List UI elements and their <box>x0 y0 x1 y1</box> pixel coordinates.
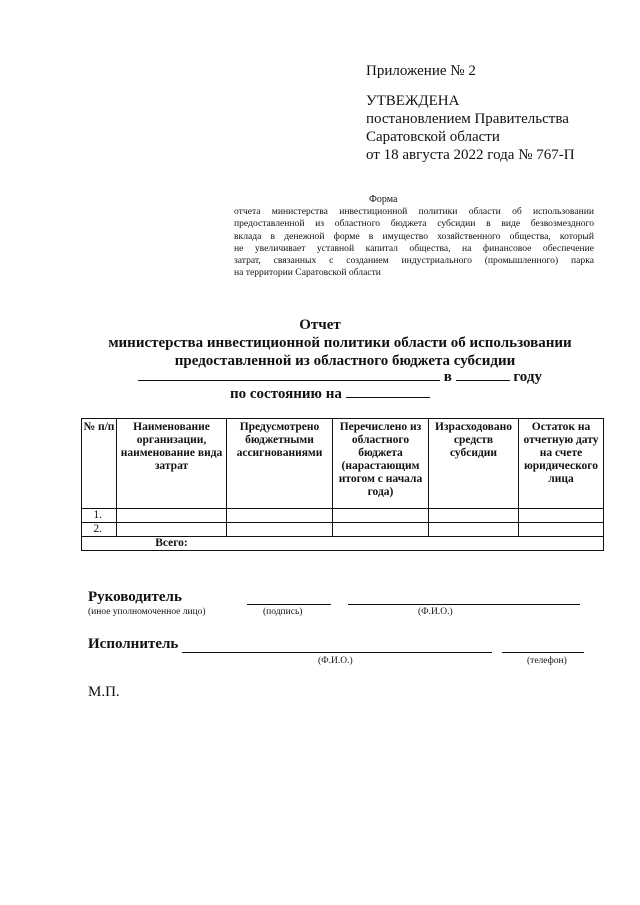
head-title: Руководитель <box>88 589 182 605</box>
date-blank-line[interactable] <box>346 385 430 398</box>
table-cell[interactable] <box>117 509 227 523</box>
appendix-label: Приложение № 2 <box>366 63 476 79</box>
table-cell[interactable] <box>519 509 604 523</box>
form-description <box>234 206 594 280</box>
table-row <box>82 509 604 523</box>
phone-line[interactable] <box>502 651 584 653</box>
row-number: 2. <box>82 523 117 537</box>
table-row <box>82 523 604 537</box>
table-cell[interactable] <box>117 523 227 537</box>
head-fio-line[interactable] <box>348 603 580 605</box>
table-cell <box>519 537 604 551</box>
column-header: Предусмотрено бюджетными ассигнованиями <box>227 419 333 509</box>
executor-fio-caption: (Ф.И.О.) <box>318 656 353 666</box>
form-description-line: на территории Саратовской области <box>234 267 381 279</box>
as-of-label: по состоянию на <box>230 386 342 402</box>
phone-caption: (телефон) <box>527 656 567 666</box>
year-line <box>138 368 542 386</box>
column-header: Наименование организации, наименование вида затрат <box>117 419 227 509</box>
table-cell[interactable] <box>429 509 519 523</box>
signature-caption: (подпись) <box>263 607 303 617</box>
table-cell <box>333 537 429 551</box>
form-description-line: затрат, связанных с созданием индустриального (промышленного) парка <box>234 255 594 267</box>
table-cell[interactable] <box>227 509 333 523</box>
table-cell[interactable] <box>429 523 519 537</box>
column-header: Остаток на отчетную дату на счете юридического лица <box>519 419 604 509</box>
total-label: Всего: <box>117 537 227 551</box>
approved-label: УТВЕЖДЕНА <box>366 93 460 109</box>
table-cell[interactable] <box>227 523 333 537</box>
total-row <box>82 537 604 551</box>
decree-line: Саратовской области <box>366 129 500 145</box>
year-word: году <box>513 369 542 385</box>
signature-line[interactable] <box>247 603 331 605</box>
form-description-line: не увеличивает уставной капитал общества, на финансовое обеспечение <box>234 242 594 254</box>
report-title-word: Отчет <box>299 317 341 333</box>
table-cell[interactable] <box>333 509 429 523</box>
table-cell[interactable] <box>519 523 604 537</box>
table-header-row <box>82 419 604 509</box>
organization-blank-line[interactable] <box>138 368 440 381</box>
column-header: № п/п <box>82 419 117 509</box>
executor-title: Исполнитель <box>88 636 179 652</box>
table-cell[interactable] <box>333 523 429 537</box>
decree-line: постановлением Правительства <box>366 111 569 127</box>
in-word: в <box>443 369 452 385</box>
row-number: 1. <box>82 509 117 523</box>
form-description-line: вклада в денежной форме в имущество хозяйственного общества, который <box>234 230 594 242</box>
report-title <box>0 316 640 370</box>
table-cell <box>227 537 333 551</box>
form-description-line: предоставленной из областного бюджета субсидии в виде безвозмездного <box>234 218 594 230</box>
decree-line: от 18 августа 2022 года № 767-П <box>366 147 575 163</box>
form-description-line: отчета министерства инвестиционной политики области об использовании <box>234 206 594 217</box>
table-cell <box>82 537 117 551</box>
approval-block <box>366 92 575 164</box>
head-fio-caption: (Ф.И.О.) <box>418 607 453 617</box>
report-title-line: предоставленной из областного бюджета субсидии <box>174 353 516 369</box>
head-subtitle: (иное уполномоченное лицо) <box>88 607 206 617</box>
executor-fio-line[interactable] <box>182 651 492 653</box>
year-blank-line[interactable] <box>456 368 510 381</box>
table-cell <box>429 537 519 551</box>
column-header: Израсходовано средств субсидии <box>429 419 519 509</box>
form-label: Форма <box>369 194 398 205</box>
report-title-line: министерства инвестиционной политики области об использовании <box>108 335 572 351</box>
as-of-line <box>230 385 430 403</box>
report-table <box>81 418 604 551</box>
column-header: Перечислено из областного бюджета (нарастающим итогом с начала года) <box>333 419 429 509</box>
seal-placeholder: М.П. <box>88 684 120 700</box>
